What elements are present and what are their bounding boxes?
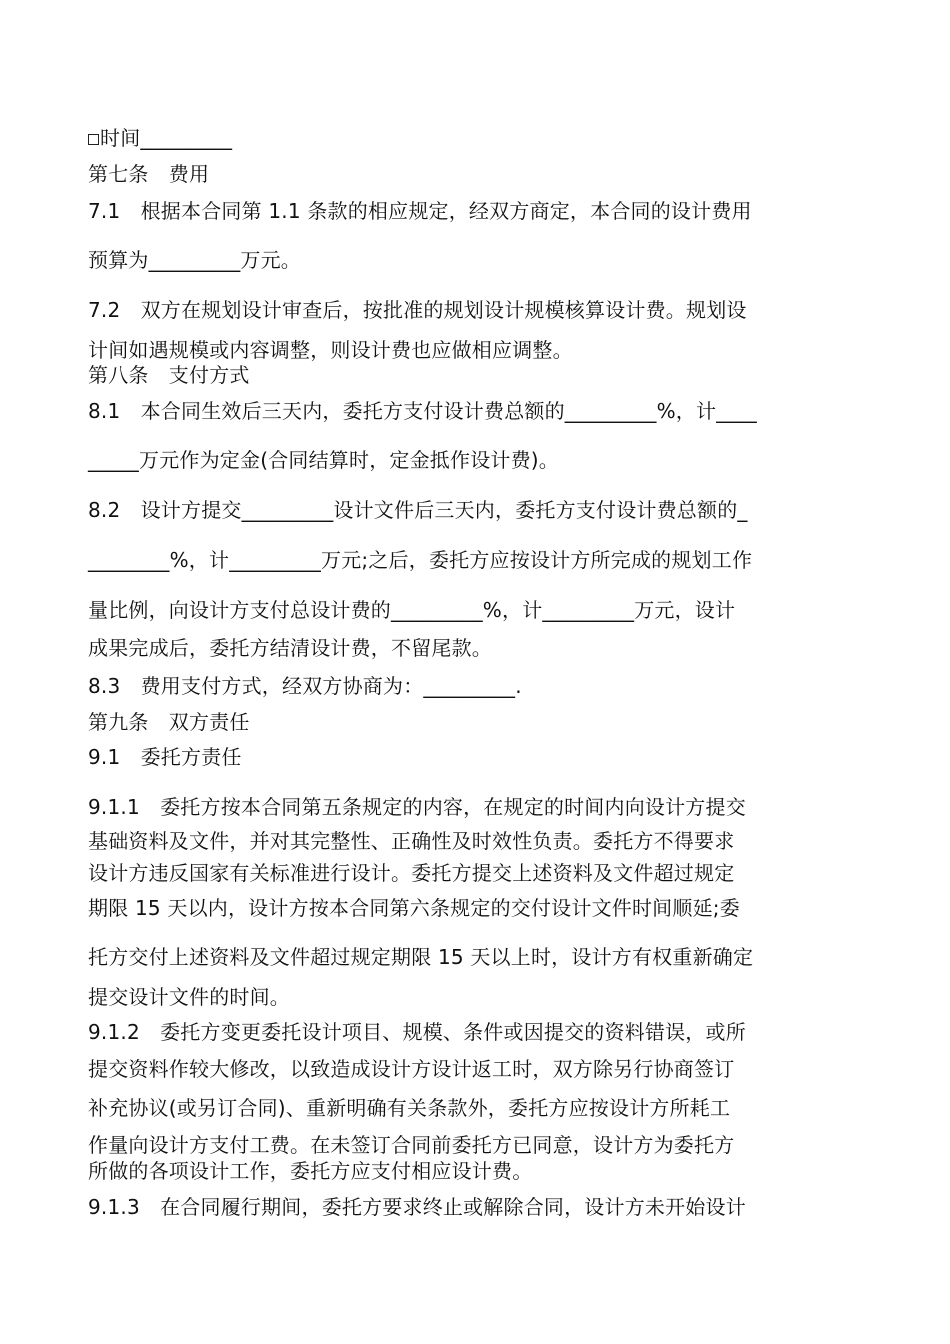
text-line: 时间_________: [100, 126, 233, 150]
text-line: 基础资料及文件，并对其完整性、正确性及时效性负责。委托方不得要求: [88, 829, 735, 853]
section-heading: 第九条 双方责任: [88, 710, 250, 734]
text-line: 预算为_________万元。: [88, 248, 301, 272]
text-line: 8.2 设计方提交_________设计文件后三天内，委托方支付设计费总额的_: [88, 498, 748, 522]
text-line: 设计方违反国家有关标准进行设计。委托方提交上述资料及文件超过规定: [88, 861, 735, 885]
text-line: 量比例，向设计方支付总设计费的_________%，计_________万元，设计: [88, 598, 736, 622]
text-line: 7.2 双方在规划设计审查后，按批准的规划设计规模核算设计费。规划设: [88, 298, 747, 322]
text-line: ________%，计_________万元;之后，委托方应按设计方所完成的规划工作: [88, 548, 753, 572]
text-line: 所做的各项设计工作，委托方应支付相应设计费。: [88, 1159, 533, 1183]
text-line: 托方交付上述资料及文件超过规定期限 15 天以上时，设计方有权重新确定: [88, 945, 754, 969]
text-line: _____万元作为定金(合同结算时，定金抵作设计费)。: [88, 448, 560, 472]
text-line: 9.1.3 在合同履行期间，委托方要求终止或解除合同，设计方未开始设计: [88, 1195, 746, 1219]
text-line: 9.1.1 委托方按本合同第五条规定的内容，在规定的时间内向设计方提交: [88, 795, 746, 819]
checkbox-icon[interactable]: [88, 134, 99, 145]
text-line: 补充协议(或另订合同)、重新明确有关条款外，委托方应按设计方所耗工: [88, 1096, 731, 1120]
section-heading: 第七条 费用: [88, 162, 210, 186]
text-line: 作量向设计方支付工费。在未签订合同前委托方已同意，设计方为委托方: [88, 1133, 735, 1157]
text-line: 8.3 费用支付方式，经双方协商为：_________.: [88, 674, 522, 698]
text-line: 计间如遇规模或内容调整，则设计费也应做相应调整。: [88, 338, 573, 362]
section-heading: 第八条 支付方式: [88, 363, 250, 387]
text-line: 8.1 本合同生效后三天内，委托方支付设计费总额的_________%，计____: [88, 399, 758, 423]
text-line: 9.1.2 委托方变更委托设计项目、规模、条件或因提交的资料错误，或所: [88, 1020, 746, 1044]
text-line: 提交资料作较大修改，以致造成设计方设计返工时，双方除另行协商签订: [88, 1057, 735, 1081]
text-line: 成果完成后，委托方结清设计费，不留尾款。: [88, 636, 492, 660]
text-line: 提交设计文件的时间。: [88, 985, 290, 1009]
subsection-heading: 9.1 委托方责任: [88, 745, 242, 769]
text-line: 期限 15 天以内，设计方按本合同第六条规定的交付设计文件时间顺延;委: [88, 896, 740, 920]
text-line: 7.1 根据本合同第 1.1 条款的相应规定，经双方商定，本合同的设计费用: [88, 199, 752, 223]
